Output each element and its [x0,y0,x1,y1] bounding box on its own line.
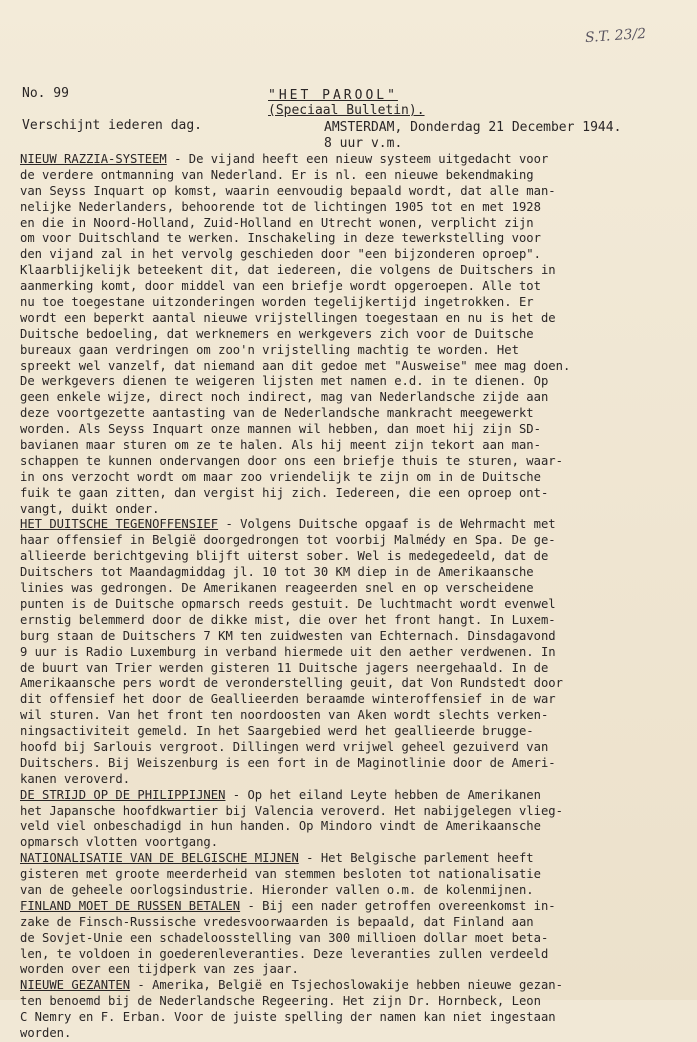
article-headline: NIEUW RAZZIA-SYSTEEM [20,152,167,166]
text-line [20,454,690,470]
line-text: bavianen maar sturen om ze te halen. Als hij meent zijn tekort aan man- [20,438,541,453]
line-text: en die in Noord-Holland, Zuid-Holland en Utrecht wonen, verplicht zijn [20,215,534,230]
text-line [20,486,690,502]
text-line [20,247,690,263]
text-line [20,279,690,295]
line-text: Klaarblijkelijk beteekent dit, dat iedereen, die volgens de Duitschers in [20,263,556,278]
text-line [20,502,690,518]
line-text: de Sovjet-Unie een schadeloosstelling van 300 millioen dollar moet beta- [20,930,549,945]
line-text: het Japansche hoofdkwartier bij Valencia veroverd. Het nabijgelegen vlieg- [20,803,563,818]
text-line [20,581,690,597]
text-line [20,819,690,835]
text-line [20,1010,690,1026]
article-headline: NATIONALISATIE VAN DE BELGISCHE MIJNEN [20,851,299,866]
line-text: spreekt wel vanzelf, dat niemand aan dit gedoe met "Ausweise" mee mag doen. [20,358,571,373]
text-line [20,899,690,915]
text-line [20,1026,690,1042]
line-text: den vijand zal in het vervolg geschieden door "een bijzonderen oproep". [20,247,541,262]
line-text: Duitschers tot Maandagmiddag jl. 10 tot 30 KM diep in de Amerikaansche [20,565,534,580]
line-text: - Op het eiland Leyte hebben de Amerikanen [225,787,541,802]
line-text: nelijke Nederlanders, behoorende tot de lichtingen 1905 tot en met 1928 [20,199,541,214]
line-text: len, te voldoen in goederenleveranties. Deze leveranties zullen verdeeld [20,946,549,961]
text-line [20,708,690,724]
line-text: aanmerking komt, door middel van een briefje wordt opgeroepen. Alle tot [20,279,541,294]
line-text: worden. [20,1025,72,1040]
line-text: Duitschers. Bij Weiszenburg is een fort in de Maginotlinie door de Ameri- [20,755,556,770]
text-line [20,470,690,486]
line-text: bureaux gaan verdringen om zoo'n vrijstelling machtig te worden. Het [20,342,519,357]
line-text: linies was gedrongen. De Amerikanen reageerden snel en op verscheidene [20,581,534,596]
text-line [20,295,690,311]
line-text: om voor Duitschland te werken. Inschakeling in deze tewerkstelling voor [20,231,541,246]
text-line [20,676,690,692]
line-text: opmarsch vlotten voortgang. [20,835,219,850]
line-text: punten is de Duitsche opmarsch reeds gestuit. De luchtmacht wordt evenwel [20,596,556,611]
text-line [20,374,690,390]
line-text: nu toe toegestane uitzonderingen worden tegelijkertijd ingetrokken. Er [20,295,534,310]
text-line [20,200,690,216]
text-line [20,311,690,327]
line-text: - Amerika, België en Tsjechoslowakije hebben nieuwe gezan- [130,978,563,993]
line-text: wil sturen. Van het front ten noordoosten van Aken wordt slechts verken- [20,708,549,723]
newspaper-subtitle: (Speciaal Bulletin). [268,103,425,118]
text-line [20,406,690,422]
issue-number: No. 99 [22,86,69,101]
line-text: fuik te gaan zitten, dan vergist hij zich. Iedereen, die een oproep ont- [20,485,549,500]
bulletin-body [20,152,690,1042]
line-text: hoofd bij Sarlouis vergroot. Dillingen werd vrijwel geheel gezuiverd van [20,739,549,754]
line-text: veld viel onbeschadigd in hun handen. Op Mindoro vindt de Amerikaansche [20,819,541,834]
text-line [20,804,690,820]
text-line [20,549,690,565]
newspaper-title: "HET PAROOL" [268,88,398,103]
text-line [20,772,690,788]
line-text: ningsactiviteit gemeld. In het Saargebied werd het geallieerde brugge- [20,724,534,739]
text-line [20,216,690,232]
line-text: De werkgevers dienen te weigeren lijsten met namen e.d. in te dienen. Op [20,374,549,389]
article-headline: DE STRIJD OP DE PHILIPPIJNEN [20,787,226,802]
text-line [20,962,690,978]
line-text: - Volgens Duitsche opgaaf is de Wehrmacht met [218,517,556,532]
line-text: deze voortgezette aantasting van de Nederlandsche mankracht meegewerkt [20,406,534,421]
text-line [20,184,690,200]
text-line [20,327,690,343]
line-text: zake de Finsch-Russische vredesvoorwaarden is bepaald, dat Finland aan [20,914,534,929]
line-text: worden. Als Seyss Inquart onze mannen wil hebben, dan moet hij zijn SD- [20,422,541,437]
text-line [20,152,690,168]
handwritten-archive-note: S.T. 23/2 [584,25,647,47]
text-line [20,231,690,247]
line-text: allieerde berichtgeving blijft uiterst sober. Wel is medegedeeld, dat de [20,549,549,564]
line-text: worden over een tijdperk van zes jaar. [20,962,299,977]
text-line [20,629,690,645]
line-text: - De vijand heeft een nieuw systeem uitgedacht voor [166,152,549,166]
text-line [20,645,690,661]
line-text: C Nemry en F. Erban. Voor de juiste spelling der namen kan niet ingestaan [20,1010,556,1025]
line-text: ten benoemd bij de Nederlandsche Regeering. Het zijn Dr. Hornbeck, Leon [20,994,541,1009]
text-line [20,263,690,279]
article-headline: HET DUITSCHE TEGENOFFENSIEF [20,517,219,532]
line-text: gisteren met groote meerderheid van stemmen besloten tot nationalisatie [20,867,541,882]
line-text: haar offensief in België doorgedrongen tot voorbij Malmédy en Spa. De ge- [20,533,556,548]
text-line [20,692,690,708]
line-text: Duitsche bedoeling, dat werknemers en werkgevers zich voor de Duitsche [20,326,534,341]
text-line [20,994,690,1010]
issue-time: 8 uur v.m. [324,136,403,151]
line-text: vangt, duikt onder. [20,501,160,516]
text-line [20,740,690,756]
text-line [20,756,690,772]
text-line [20,883,690,899]
publication-frequency: Verschijnt iederen dag. [22,118,203,133]
article-headline: FINLAND MOET DE RUSSEN BETALEN [20,898,241,913]
text-line [20,788,690,804]
line-text: Amerikaansche pers wordt de veronderstelling geuit, dat Von Rundstedt door [20,676,563,691]
line-text: dit offensief het door de Geallieerden beraamde winteroffensief in de war [20,692,556,707]
line-text: - Bij een nader getroffen overeenkomst in- [240,898,556,913]
text-line [20,533,690,549]
text-line [20,661,690,677]
dateline: AMSTERDAM, Donderdag 21 December 1944. [324,120,622,135]
text-line [20,613,690,629]
text-line [20,915,690,931]
line-text: schappen te kunnen ondervangen door ons een briefje thuis te sturen, waar- [20,453,563,468]
text-line [20,597,690,613]
line-text: geen enkele wijze, direct noch indirect, mag van Nederlandsche zijde aan [20,390,549,405]
text-line [20,422,690,438]
text-line [20,851,690,867]
line-text: kanen veroverd. [20,771,131,786]
line-text: - Het Belgische parlement heeft [298,851,534,866]
text-line [20,343,690,359]
text-line [20,724,690,740]
text-line [20,931,690,947]
article-headline: NIEUWE GEZANTEN [20,978,131,993]
text-line [20,390,690,406]
text-line [20,947,690,963]
text-line [20,359,690,375]
line-text: de buurt van Trier werden gisteren 11 Duitsche jagers neergehaald. In de [20,660,549,675]
text-line [20,835,690,851]
line-text: van de geheele oorlogsindustrie. Hieronder vallen o.m. de kolenmijnen. [20,882,534,897]
line-text: ernstig belemmerd door de dikke mist, die over het front hangt. In Luxem- [20,612,556,627]
line-text: wordt een beperkt aantal nieuwe vrijstellingen toegestaan en nu is het de [20,310,556,325]
line-text: van Seyss Inquart op komst, waarin eenvoudig bepaald wordt, dat alle man- [20,183,556,198]
text-line [20,168,690,184]
line-text: burg staan de Duitschers 7 KM ten zuidwesten van Echternach. Dinsdagavond [20,628,556,643]
line-text: de verdere ontmanning van Nederland. Er is nl. een nieuwe bekendmaking [20,167,534,182]
text-line [20,867,690,883]
text-line [20,978,690,994]
line-text: in ons verzocht wordt om maar zoo vriendelijk te zijn om in de Duitsche [20,469,541,484]
line-text: 9 uur is Radio Luxemburg in verband hiermede uit den aether verdwenen. In [20,644,556,659]
text-line [20,517,690,533]
text-line [20,438,690,454]
text-line [20,565,690,581]
